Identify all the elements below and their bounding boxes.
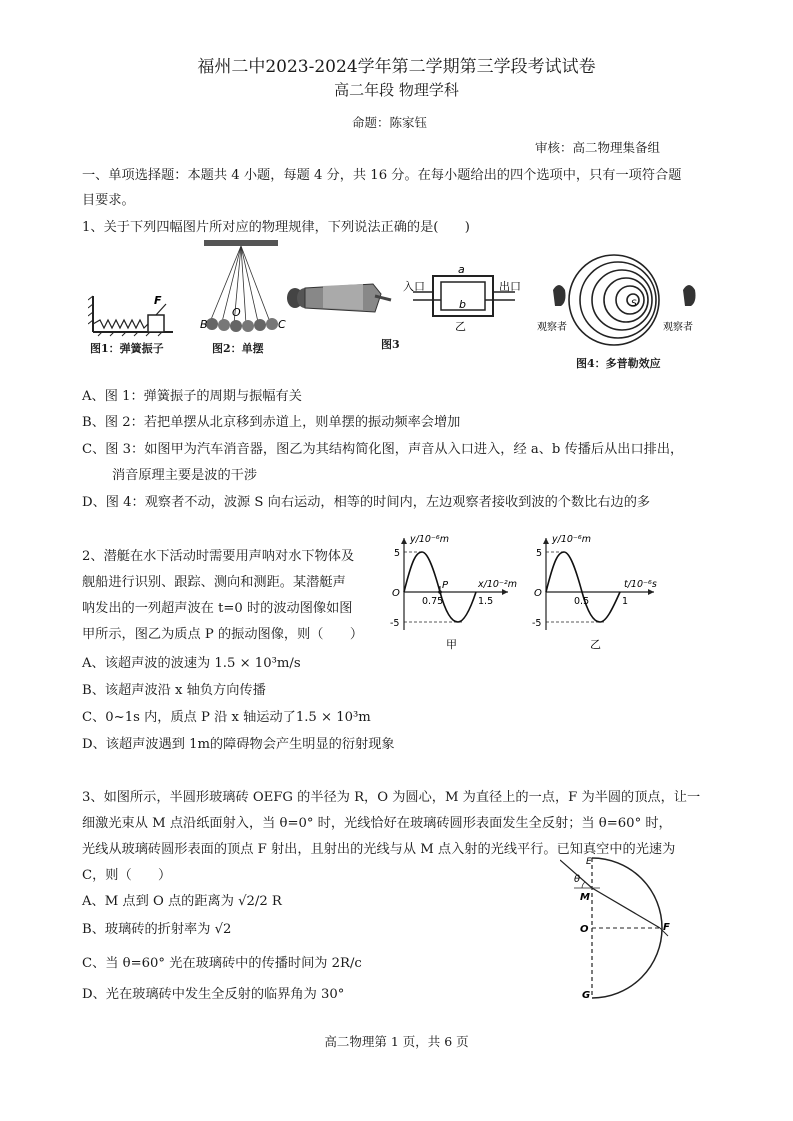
q3-stem-line4: C，则（ ） [82, 868, 172, 883]
q1-fig3-label-yi: 乙 [455, 320, 466, 332]
q2-graph-b-ytop: 5 [536, 548, 543, 559]
q3-stem-line3: 光线从玻璃砖圆形表面的顶点 F 射出，且射出的光线与从 M 点入射的光线平行。已知真空中的光速为 [82, 842, 676, 857]
q1-fig2-label-c: C [278, 318, 286, 331]
q3-option-a: A、M 点到 O 点的距离为 √2/2 R [82, 894, 282, 909]
q1-fig4-label-s: S [631, 299, 637, 309]
q2-graph-b-tick1: 0.5 [574, 596, 590, 607]
section-intro-line2: 目要求。 [82, 193, 135, 208]
q3-fig-label-theta: θ [574, 874, 581, 885]
q1-option-d: D、图 4：观察者不动，波源 S 向右运动，相等的时间内，左边观察者接收到波的个数比右边的多 [82, 495, 651, 510]
q2-option-a: A、该超声波的波速为 1.5 × 10³m/s [82, 656, 301, 671]
q2-wave-graph [388, 530, 523, 655]
q2-option-b: B、该超声波沿 x 轴负方向传播 [82, 683, 266, 698]
page-footer: 高二物理第 1 页，共 6 页 [324, 1034, 469, 1049]
q1-fig3-label-b: b [459, 298, 466, 311]
q2-stem-line1: 2、潜艇在水下活动时需要用声呐对水下物体及 [82, 549, 355, 564]
q1-option-a: A、图 1：弹簧振子的周期与振幅有关 [82, 389, 302, 404]
q2-graph-b-xlabel: t/10⁻⁶s [624, 579, 657, 590]
q2-graph-b-tick2: 1 [622, 596, 629, 607]
q1-fig1-caption: 图1：弹簧振子 [90, 342, 164, 355]
q3-fig-label-m: M [580, 892, 590, 903]
exam-title: 福州二中2023-2024学年第二学期第三学段考试试卷 [197, 57, 596, 77]
exam-subtitle: 高二年段 物理学科 [334, 81, 459, 99]
section-intro-line1: 一、单项选择题：本题共 4 小题，每题 4 分，共 16 分。在每小题给出的四个选项中，只有一项符合题 [82, 168, 682, 183]
q2-graph-b-ylabel: y/10⁻⁶m [552, 534, 591, 545]
q1-option-b: B、图 2：若把单摆从北京移到赤道上，则单摆的振动频率会增加 [82, 415, 461, 430]
q1-fig4-observer-left: 观察者 [537, 322, 567, 333]
q1-figure-pendulum [198, 238, 288, 338]
q1-fig2-caption: 图2：单摆 [212, 342, 264, 355]
q2-graph-b-origin: O [534, 588, 542, 599]
q1-fig3-label-out: 出口 [499, 280, 521, 293]
q3-fig-label-e: E [586, 857, 592, 867]
q1-stem: 1、关于下列四幅图片所对应的物理规律，下列说法正确的是( ) [82, 220, 470, 235]
q2-vibration-graph [530, 530, 665, 655]
q1-figure-muffler-diagram [403, 262, 528, 332]
q2-graph-a-ybottom: -5 [390, 618, 400, 629]
q3-stem-line1: 3、如图所示，半圆形玻璃砖 OEFG 的半径为 R，O 为圆心，M 为直径上的一点，F 为半圆的顶点，让一 [82, 790, 701, 805]
q2-graph-b-ybottom: -5 [532, 618, 542, 629]
q2-stem-line4: 甲所示，图乙为质点 P 的振动图像，则（ ） [82, 627, 364, 642]
q3-option-d: D、光在玻璃砖中发生全反射的临界角为 30° [82, 987, 345, 1002]
q3-semicircle-figure [560, 852, 680, 1002]
q2-option-c: C、0~1s 内，质点 P 沿 x 轴运动了1.5 × 10³m [82, 710, 371, 725]
q2-graph-a-origin: O [392, 588, 400, 599]
q2-graph-a-ylabel: y/10⁻⁶m [410, 534, 449, 545]
q2-option-d: D、该超声波遇到 1m的障碍物会产生明显的衍射现象 [82, 737, 395, 752]
q1-option-c: C、图 3：如图甲为汽车消音器，图乙为其结构简化图，声音从入口进入，经 a、b 传播后从出口排出， [82, 442, 684, 457]
q1-fig3-label-a: a [458, 263, 465, 276]
q3-option-b: B、玻璃砖的折射率为 √2 [82, 922, 232, 937]
q2-graph-a-xlabel: x/10⁻²m [478, 579, 517, 590]
q1-fig4-observer-right: 观察者 [663, 322, 693, 333]
q1-fig2-label-b: B [200, 318, 208, 331]
author-line: 命题：陈家钰 [352, 115, 428, 130]
q2-graph-a-tick1: 0.75 [422, 596, 444, 607]
q2-graph-a-point: P [442, 580, 449, 591]
q1-figure-muffler-photo [283, 278, 393, 328]
q2-graph-b-caption: 乙 [590, 638, 601, 651]
q1-fig4-caption: 图4：多普勒效应 [576, 357, 661, 370]
q3-option-c: C、当 θ=60° 光在玻璃砖中的传播时间为 2R/c [82, 956, 362, 971]
q3-fig-label-g: G [582, 990, 591, 1001]
q2-graph-a-tick2: 1.5 [478, 596, 494, 607]
q1-figure-doppler [533, 248, 708, 353]
q3-fig-label-o: O [580, 924, 589, 935]
q2-graph-a-caption: 甲 [446, 638, 457, 651]
q3-fig-label-f: F [663, 922, 670, 933]
q2-stem-line2: 舰船进行识别、跟踪、测向和测距。某潜艇声 [82, 575, 346, 590]
q1-option-c-cont: 消音原理主要是波的干涉 [112, 468, 258, 483]
q1-fig2-label-o: O [232, 306, 241, 319]
reviewer-line: 审核：高二物理集备组 [535, 140, 661, 155]
q2-stem-line3: 呐发出的一列超声波在 t=0 时的波动图像如图 [82, 601, 353, 616]
q1-fig3-label-in: 入口 [403, 280, 425, 293]
q1-fig1-label-f: F [154, 294, 162, 307]
q1-fig3-caption: 图3 [381, 338, 400, 351]
q3-stem-line2: 细激光束从 M 点沿纸面射入，当 θ=0° 时，光线恰好在玻璃砖圆形表面发生全反射；当 θ=60° 时， [82, 816, 672, 831]
q2-graph-a-ytop: 5 [394, 548, 401, 559]
